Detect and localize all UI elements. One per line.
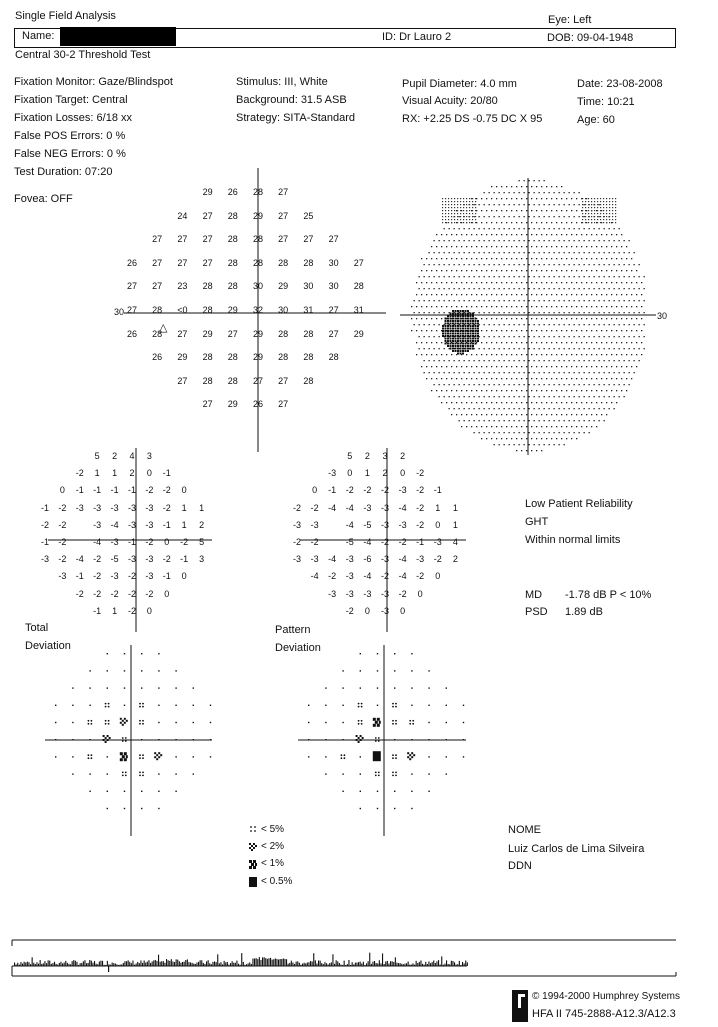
- pattern-deviation-cell: 1: [435, 502, 441, 513]
- legend-p2: < 2%: [261, 841, 285, 852]
- pattern-deviation-cell: -2: [416, 571, 425, 582]
- pattern-deviation-cell: -2: [363, 485, 372, 496]
- total-deviation-cell: -3: [93, 502, 102, 513]
- psd-value: 1.89 dB: [565, 606, 603, 618]
- total-deviation-cell: -2: [110, 588, 119, 599]
- total-deviation-cell: -3: [75, 502, 84, 513]
- total-deviation-cell: -1: [180, 554, 189, 565]
- total-deviation-cell: -1: [93, 605, 102, 616]
- total-deviation-cell: 1: [199, 502, 205, 513]
- pattern-deviation-cell: -4: [328, 502, 337, 513]
- background: Background: 31.5 ASB: [236, 94, 347, 106]
- total-deviation-cell: -2: [93, 571, 102, 582]
- threshold-cell: 27: [252, 375, 263, 386]
- total-deviation-cell: -2: [180, 537, 189, 547]
- total-deviation-cell: -2: [162, 554, 171, 565]
- pattern-deviation-cell: 1: [364, 468, 370, 479]
- blind-spot-triangle: △: [159, 322, 168, 334]
- total-deviation-cell: -2: [40, 519, 49, 530]
- threshold-cell: 27: [328, 328, 339, 339]
- threshold-cell: 29: [202, 328, 213, 339]
- pattern-deviation-cell: -3: [380, 519, 389, 530]
- threshold-cell: 26: [227, 187, 238, 197]
- total-deviation-cell: 0: [59, 485, 65, 496]
- pattern-deviation-cell: 5: [347, 451, 353, 461]
- name-label: Name:: [22, 30, 55, 42]
- pattern-deviation-cell: -2: [328, 571, 337, 582]
- total-deviation-cell: -2: [127, 588, 136, 599]
- pupil-diameter: Pupil Diameter: 4.0 mm: [402, 78, 517, 90]
- pattern-deviation-cell: -4: [328, 554, 337, 565]
- pattern-deviation-cell: -3: [363, 588, 372, 599]
- note-person: Luiz Carlos de Lima Silveira: [508, 843, 645, 855]
- pattern-deviation-cell: -4: [398, 571, 407, 582]
- threshold-cell: 27: [177, 375, 188, 386]
- pattern-deviation-cell: -2: [416, 519, 425, 530]
- pattern-deviation-cell: -3: [328, 588, 337, 599]
- pattern-deviation-cell: -2: [380, 485, 389, 496]
- threshold-cell: 28: [303, 257, 314, 268]
- pattern-deviation-cell: -2: [416, 485, 425, 496]
- pattern-deviation-cell: -4: [345, 502, 354, 513]
- threshold-cell: 28: [227, 352, 238, 363]
- threshold-cell: 29: [202, 187, 213, 197]
- pattern-deviation-cell: -5: [363, 519, 372, 530]
- patient-age: Age: 60: [577, 114, 615, 126]
- pattern-deviation-cell: -2: [310, 502, 319, 513]
- total-deviation-cell: -3: [93, 519, 102, 530]
- false-pos-errors: False POS Errors: 0 %: [14, 130, 126, 142]
- copyright: © 1994-2000 Humphrey Systems: [532, 991, 680, 1002]
- total-deviation-cell: 3: [146, 451, 152, 461]
- threshold-cell: 28: [252, 234, 263, 245]
- threshold-cell: 27: [278, 234, 289, 245]
- threshold-cell: 28: [303, 352, 314, 363]
- pattern-deviation-cell: 2: [400, 451, 406, 461]
- threshold-cell: 27: [328, 305, 339, 315]
- false-neg-errors: False NEG Errors: 0 %: [14, 148, 126, 160]
- pattern-deviation-cell: -4: [345, 519, 354, 530]
- pattern-deviation-cell: -3: [292, 519, 301, 530]
- total-deviation-cell: 0: [164, 588, 170, 599]
- pattern-deviation-cell: -3: [380, 605, 389, 616]
- threshold-cell: 27: [152, 234, 163, 245]
- threshold-cell: 27: [353, 257, 364, 268]
- total-deviation-cell: -1: [110, 485, 119, 496]
- total-deviation-cell: -1: [162, 571, 171, 582]
- pattern-deviation-cell: -2: [292, 502, 301, 513]
- threshold-cell: 28: [227, 210, 238, 221]
- total-deviation-cell: -2: [162, 485, 171, 496]
- total-deviation-cell: 0: [164, 537, 170, 547]
- total-deviation-cell: -3: [110, 502, 119, 513]
- total-deviation-cell: 2: [129, 468, 135, 479]
- legend-symbol-p5: [250, 826, 256, 832]
- legend-p1: < 1%: [261, 858, 285, 869]
- total-deviation-cell: -2: [145, 485, 154, 496]
- pattern-deviation-cell: 2: [364, 451, 370, 461]
- ght-value: Within normal limits: [525, 534, 621, 546]
- threshold-cell: 28: [278, 328, 289, 339]
- pattern-label: Pattern: [275, 624, 311, 636]
- threshold-cell: 27: [227, 328, 238, 339]
- threshold-cell: 26: [252, 399, 263, 410]
- total-deviation-cell: -3: [127, 519, 136, 530]
- threshold-cell: 28: [252, 257, 263, 268]
- humphrey-logo: [512, 990, 528, 1022]
- pattern-deviation-cell: -3: [380, 588, 389, 599]
- threshold-cell: 27: [126, 305, 137, 315]
- threshold-cell: 27: [177, 328, 188, 339]
- threshold-cell: 28: [227, 281, 238, 292]
- total-deviation-cell: -4: [110, 519, 119, 530]
- threshold-cell: 27: [152, 257, 163, 268]
- total-deviation-cell: -2: [58, 554, 67, 565]
- md-value: -1.78 dB P < 10%: [565, 589, 652, 601]
- gray-axis-label: 30: [657, 311, 668, 321]
- total-deviation-cell: -3: [127, 502, 136, 513]
- patient-id: ID: Dr Lauro 2: [382, 31, 452, 43]
- total-deviation-cell: -2: [58, 537, 67, 547]
- threshold-cell: 32: [252, 305, 263, 315]
- threshold-cell: 27: [278, 399, 289, 410]
- total-deviation-cell: -2: [58, 502, 67, 513]
- pattern-deviation-cell: 0: [312, 485, 318, 496]
- threshold-cell: 30: [278, 305, 289, 315]
- total-deviation-cell: -3: [40, 554, 49, 565]
- threshold-cell: 29: [353, 328, 364, 339]
- pattern-deviation-cell: -2: [292, 537, 301, 547]
- total-deviation-cell: -3: [110, 571, 119, 582]
- fovea-status: Fovea: OFF: [14, 193, 73, 205]
- total-deviation-cell: -2: [93, 588, 102, 599]
- strategy: Strategy: SITA-Standard: [236, 112, 356, 124]
- pattern-deviation-cell: -6: [363, 554, 372, 565]
- total-deviation-cell: -3: [145, 502, 154, 513]
- threshold-cell: 29: [227, 305, 238, 315]
- threshold-cell: 31: [353, 305, 364, 315]
- total-deviation-cell: -3: [145, 519, 154, 530]
- threshold-cell: 27: [177, 257, 188, 268]
- pattern-deviation-cell: -2: [380, 537, 389, 547]
- threshold-cell: 28: [227, 375, 238, 386]
- total-deviation-cell: 1: [94, 468, 100, 479]
- total-deviation-cell: 1: [181, 519, 187, 530]
- legend-symbol-p2: [249, 843, 257, 851]
- threshold-cell: 27: [152, 281, 163, 292]
- total-deviation-probability-plot: [45, 645, 215, 840]
- threshold-cell: 30: [328, 281, 339, 292]
- total-deviation-cell: -3: [110, 537, 119, 547]
- threshold-cell: 27: [278, 375, 289, 386]
- pattern-deviation-cell: 4: [452, 537, 458, 547]
- report-title: Single Field Analysis: [15, 10, 116, 22]
- threshold-cell: 27: [202, 234, 213, 245]
- test-date: Date: 23-08-2008: [577, 78, 663, 90]
- threshold-cell: 28: [152, 328, 163, 339]
- note-nome: NOME: [508, 824, 541, 836]
- pattern-deviation-cell: 3: [382, 451, 388, 461]
- threshold-cell: 28: [303, 328, 314, 339]
- pattern-deviation-cell: 0: [435, 571, 441, 582]
- threshold-cell: 28: [353, 281, 364, 292]
- ght-label: GHT: [525, 516, 549, 528]
- pattern-deviation-cell: 1: [452, 519, 458, 530]
- threshold-cell: 28: [152, 305, 163, 315]
- total-deviation-cell: -1: [40, 502, 49, 513]
- pattern-deviation-cell: -2: [433, 554, 442, 565]
- md-label: MD: [525, 589, 543, 601]
- legend-p05: < 0.5%: [261, 876, 293, 887]
- pattern-deviation-cell: -2: [345, 605, 354, 616]
- gaze-tracking-trace: [12, 936, 680, 980]
- total-deviation-cell: -4: [93, 537, 102, 547]
- note-ddn: DDN: [508, 860, 532, 872]
- legend-symbol-p05: [249, 877, 257, 887]
- refraction: RX: +2.25 DS -0.75 DC X 95: [402, 113, 543, 125]
- threshold-cell: 27: [278, 187, 289, 197]
- test-name: Central 30-2 Threshold Test: [15, 49, 151, 61]
- pattern-deviation-cell: -3: [380, 554, 389, 565]
- pattern-deviation-cell: -4: [310, 571, 319, 582]
- total-deviation-cell: 1: [181, 502, 187, 513]
- test-duration: Test Duration: 07:20: [14, 166, 113, 178]
- total-deviation-cell: -3: [145, 554, 154, 565]
- threshold-cell: 29: [278, 281, 289, 292]
- threshold-cell: 27: [202, 210, 213, 221]
- total-deviation-cell: -3: [58, 571, 67, 582]
- total-deviation-cell: -2: [75, 468, 84, 479]
- total-deviation-cell: -2: [145, 588, 154, 599]
- total-deviation-cell: 2: [112, 451, 118, 461]
- total-deviation-cell: -1: [127, 537, 136, 547]
- total-deviation-cell: 3: [199, 554, 205, 565]
- threshold-cell: 23: [177, 281, 188, 292]
- pattern-deviation-cell: -3: [398, 519, 407, 530]
- total-deviation-cell: -1: [162, 519, 171, 530]
- total-label: Total: [25, 622, 49, 634]
- pattern-deviation-cell: -2: [398, 537, 407, 547]
- threshold-cell: 27: [202, 257, 213, 268]
- fixation-monitor: Fixation Monitor: Gaze/Blindspot: [14, 76, 173, 88]
- pattern-deviation-cell: -3: [363, 502, 372, 513]
- threshold-cell: 28: [202, 281, 213, 292]
- threshold-cell: 26: [126, 328, 137, 339]
- total-deviation-cell: -1: [75, 571, 84, 582]
- pattern-deviation-cell: -2: [416, 468, 425, 479]
- psd-label: PSD: [525, 606, 548, 618]
- pattern-deviation-cell: -3: [292, 554, 301, 565]
- pattern-deviation-cell: -3: [345, 588, 354, 599]
- pattern-deviation-cell: 0: [364, 605, 370, 616]
- total-deviation-cell: -1: [93, 485, 102, 496]
- pattern-deviation-cell: -3: [310, 519, 319, 530]
- total-deviation-cell: -1: [127, 485, 136, 496]
- threshold-cell: 28: [252, 187, 263, 197]
- threshold-cell: 28: [278, 352, 289, 363]
- total-deviation-cell: 5: [199, 537, 205, 547]
- total-deviation-cell: -2: [127, 605, 136, 616]
- pattern-deviation-cell: 1: [452, 502, 458, 513]
- pattern-deviation-probability-plot: [298, 645, 468, 840]
- pattern-deviation-cell: 0: [347, 468, 353, 479]
- threshold-cell: 29: [252, 328, 263, 339]
- threshold-cell: 29: [252, 352, 263, 363]
- pattern-deviation-cell: -2: [398, 588, 407, 599]
- total-deviation-cell: 0: [181, 485, 187, 496]
- legend-symbol-p1: [249, 860, 257, 869]
- total-deviation-label: Deviation: [25, 640, 71, 652]
- total-deviation-cell: -1: [40, 537, 49, 547]
- pattern-deviation-cell: -3: [310, 554, 319, 565]
- threshold-cell: 27: [328, 234, 339, 245]
- pattern-deviation-cell: -4: [398, 502, 407, 513]
- total-deviation-cell: -3: [145, 571, 154, 582]
- total-deviation-cell: -1: [162, 468, 171, 479]
- total-deviation-cell: -2: [145, 537, 154, 547]
- threshold-cell: 28: [278, 257, 289, 268]
- total-deviation-cell: 0: [146, 468, 152, 479]
- pattern-deviation-cell: -1: [328, 485, 337, 496]
- pattern-deviation-cell: -2: [380, 571, 389, 582]
- total-deviation-cell: -2: [162, 502, 171, 513]
- pattern-deviation-cell: 2: [382, 468, 388, 479]
- total-deviation-cell: 0: [181, 571, 187, 582]
- reliability-status: Low Patient Reliability: [525, 498, 633, 510]
- total-deviation-cell: 5: [94, 451, 100, 461]
- threshold-cell: 31: [303, 305, 314, 315]
- pattern-deviation-cell: -4: [363, 571, 372, 582]
- pattern-deviation-cell: 0: [435, 519, 441, 530]
- threshold-cell: 26: [126, 257, 137, 268]
- pattern-deviation-cell: -1: [433, 485, 442, 496]
- pattern-deviation-cell: -3: [433, 537, 442, 547]
- fixation-losses: Fixation Losses: 6/18 xx: [14, 112, 133, 124]
- threshold-cell: 29: [252, 210, 263, 221]
- threshold-cell: 26: [152, 352, 163, 363]
- device-model: HFA II 745-2888-A12.3/A12.3: [532, 1008, 676, 1020]
- total-deviation-cell: 1: [112, 605, 118, 616]
- test-time: Time: 10:21: [577, 96, 635, 108]
- threshold-cell: 30: [303, 281, 314, 292]
- threshold-cell: 29: [177, 352, 188, 363]
- total-deviation-cell: -4: [75, 554, 84, 565]
- pattern-deviation-cell: -2: [345, 485, 354, 496]
- pattern-deviation-cell: 0: [417, 588, 423, 599]
- pattern-deviation-cell: -4: [363, 537, 372, 547]
- total-deviation-cell: -1: [75, 485, 84, 496]
- pattern-deviation-cell: -5: [345, 537, 354, 547]
- total-deviation-cell: -2: [75, 588, 84, 599]
- total-deviation-cell: -2: [127, 571, 136, 582]
- visual-acuity: Visual Acuity: 20/80: [402, 95, 498, 107]
- fixation-target: Fixation Target: Central: [14, 94, 128, 106]
- pattern-deviation-cell: -3: [345, 554, 354, 565]
- threshold-cell: <0: [177, 305, 188, 315]
- threshold-cell: 28: [227, 257, 238, 268]
- threshold-cell: 30: [252, 281, 263, 292]
- axis-label-left: 30: [114, 307, 125, 317]
- pattern-deviation-cell: -3: [328, 468, 337, 479]
- threshold-cell: 29: [227, 399, 238, 410]
- legend-p5: < 5%: [261, 824, 285, 835]
- pattern-deviation-cell: -2: [416, 502, 425, 513]
- pattern-deviation-cell: 0: [400, 605, 406, 616]
- pattern-deviation-cell: 0: [400, 468, 406, 479]
- total-deviation-cell: 1: [112, 468, 118, 479]
- threshold-cell: 27: [278, 210, 289, 221]
- pattern-deviation-cell: -1: [416, 537, 425, 547]
- threshold-cell: 27: [202, 399, 213, 410]
- threshold-cell: 28: [328, 352, 339, 363]
- pattern-deviation-label: Deviation: [275, 642, 321, 654]
- dob-field: DOB: 09-04-1948: [547, 32, 634, 44]
- pattern-deviation-cell: 2: [452, 554, 458, 565]
- total-deviation-cell: -2: [58, 519, 67, 530]
- pattern-deviation-cell: -2: [310, 537, 319, 547]
- pattern-deviation-cell: -4: [398, 554, 407, 565]
- threshold-cell: 28: [303, 375, 314, 386]
- total-deviation-cell: -3: [127, 554, 136, 565]
- eye-field: Eye: Left: [548, 14, 592, 26]
- pattern-deviation-cell: -3: [345, 571, 354, 582]
- threshold-cell: 30: [328, 257, 339, 268]
- threshold-cell: 27: [303, 234, 314, 245]
- total-deviation-cell: 0: [146, 605, 152, 616]
- total-deviation-cell: 2: [199, 519, 205, 530]
- total-deviation-cell: -2: [93, 554, 102, 565]
- stimulus: Stimulus: III, White: [236, 76, 328, 88]
- threshold-cell: 28: [227, 234, 238, 245]
- total-deviation-cell: -5: [110, 554, 119, 565]
- total-deviation-cell: 4: [129, 451, 135, 461]
- pattern-deviation-cell: -3: [380, 502, 389, 513]
- pattern-deviation-cell: -3: [416, 554, 425, 565]
- threshold-cell: 25: [303, 210, 314, 221]
- threshold-cell: 28: [202, 352, 213, 363]
- threshold-cell: 28: [202, 375, 213, 386]
- threshold-cell: 24: [177, 210, 188, 221]
- threshold-cell: 27: [177, 234, 188, 245]
- threshold-cell: 28: [202, 305, 213, 315]
- threshold-cell: 27: [126, 281, 137, 292]
- pattern-deviation-cell: -3: [398, 485, 407, 496]
